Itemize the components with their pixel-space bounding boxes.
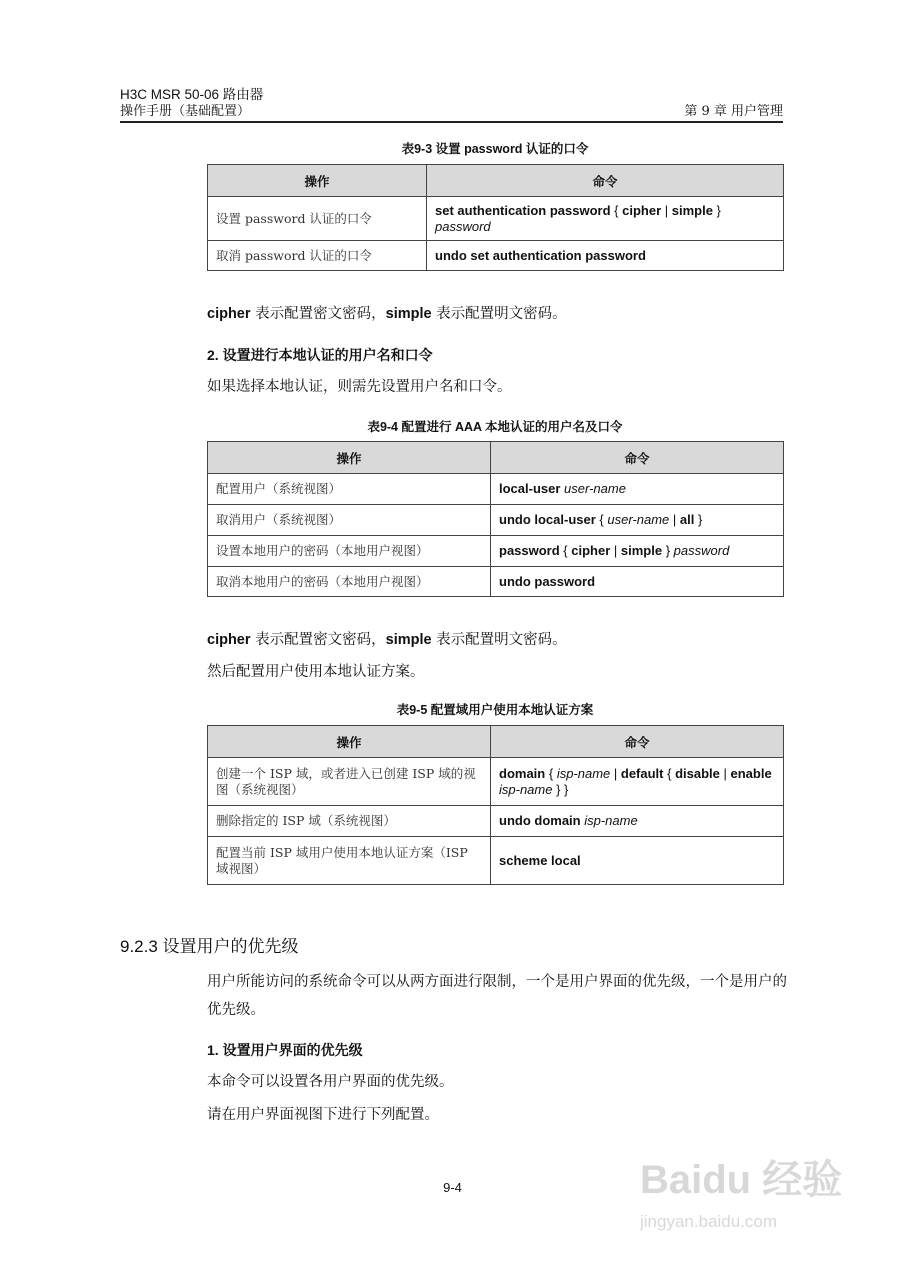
command-keyword: undo domain [499,813,581,828]
header-chapter: 第 9 章 用户管理 [684,104,783,119]
subheading: 2. 设置进行本地认证的用户名和口令 [207,347,433,363]
command-keyword: undo local-user [499,512,596,527]
command-syntax: | [610,543,621,558]
paragraph: 然后配置用户使用本地认证方案。 [207,664,425,680]
command-keyword: domain [499,765,546,781]
operation-cell: 取消本地用户的密码（本地用户视图） [208,567,491,597]
table-row [208,567,784,597]
command-syntax: { [663,765,676,781]
command-cell [427,197,784,241]
note-text: 表示配置明文密码。 [431,306,567,322]
command-keyword: enable [730,765,772,781]
command-syntax: { [610,202,623,218]
command-syntax: { [595,512,608,527]
command-argument: user-name [564,481,626,496]
table-row [208,505,784,536]
command-keyword: password [499,543,560,558]
note-cipher-simple [207,300,787,328]
command-argument: user-name [607,512,670,527]
table-header-row [208,442,784,474]
command-keyword: disable [675,765,720,781]
table-caption: 表9-4 配置进行 AAA 本地认证的用户名及口令 [367,420,623,434]
command-keyword: simple [671,202,713,218]
table-row [208,197,784,241]
table-9-4 [207,441,784,597]
operation-cell: 取消 password 认证的口令 [208,241,427,271]
command-syntax: | [669,512,680,527]
note-text: 表示配置密文密码， [250,306,386,322]
column-header: 命令 [427,165,784,197]
table-header-row [208,726,784,758]
command-syntax: | [719,765,731,781]
table-9-3 [207,164,784,271]
header-rule [120,121,783,123]
command-keyword: all [679,512,695,527]
table-row [208,241,784,271]
column-header: 命令 [491,442,784,474]
command-syntax: } [662,543,674,558]
table-row [208,758,784,806]
paragraph: 本命令可以设置各用户界面的优先级。 [207,1074,454,1090]
command-cell [491,474,784,505]
operation-cell: 设置 password 认证的口令 [208,197,427,241]
command-keyword: cipher [571,543,611,558]
page-number: 9-4 [443,1180,462,1195]
command-syntax: { [559,543,572,558]
command-argument: password [435,218,491,234]
command-cell [491,505,784,536]
keyword: simple [385,306,432,322]
column-header: 操作 [208,726,491,758]
operation-cell: 创建一个 ISP 域，或者进入已创建 ISP 域的视图（系统视图） [208,758,491,806]
command-argument: password [673,543,730,558]
table-row [208,536,784,567]
operation-cell: 设置本地用户的密码（本地用户视图） [208,536,491,567]
table-row [208,837,784,885]
header-product: H3C MSR 50-06 路由器 [120,87,264,102]
command-syntax: } [712,202,721,218]
operation-cell: 取消用户（系统视图） [208,505,491,536]
command-argument: isp-name [499,781,553,797]
command-argument: isp-name [584,813,638,828]
note-cipher-simple [207,626,787,654]
table-caption: 表9-5 配置域用户使用本地认证方案 [396,703,594,717]
command-syntax: { [545,765,557,781]
column-header: 操作 [208,442,491,474]
command-argument: isp-name [556,765,611,781]
keyword: cipher [207,306,251,322]
paragraph: 请在用户界面视图下进行下列配置。 [207,1107,439,1123]
table-row [208,806,784,837]
watermark-url: jingyan.baidu.com [640,1212,778,1231]
table-caption: 表9-3 设置 password 认证的口令 [401,142,589,156]
paragraph: 用户所能访问的系统命令可以从两方面进行限制，一个是用户界面的优先级，一个是用户的优先级。 [207,974,787,1018]
watermark-logo: Baidu 经验 [640,1158,843,1202]
command-keyword: simple [620,543,663,558]
command-keyword: undo password [499,573,596,589]
command-syntax: } [694,512,703,527]
note-text: 表示配置密文密码， [250,632,386,648]
keyword: cipher [207,632,251,648]
command-cell [491,567,784,597]
command-cell [491,806,784,837]
note-text: 表示配置明文密码。 [431,632,567,648]
command-cell [491,758,784,806]
column-header: 命令 [491,726,784,758]
section-heading: 9.2.3 设置用户的优先级 [120,937,299,956]
table-header-row [208,165,784,197]
command-syntax: | [610,765,621,781]
command-keyword: cipher [622,202,662,218]
paragraph: 如果选择本地认证，则需先设置用户名和口令。 [207,379,512,395]
command-keyword: default [620,765,664,781]
command-keyword: undo set authentication password [435,247,646,263]
operation-cell: 配置当前 ISP 域用户使用本地认证方案（ISP 域视图） [208,837,491,885]
operation-cell: 删除指定的 ISP 域（系统视图） [208,806,491,837]
command-cell [427,241,784,271]
column-header: 操作 [208,165,427,197]
table-row [208,474,784,505]
subheading: 1. 设置用户界面的优先级 [207,1042,363,1058]
command-keyword: local-user [499,481,561,496]
command-cell [491,837,784,885]
operation-cell: 配置用户（系统视图） [208,474,491,505]
command-keyword: set authentication password [435,202,611,218]
command-syntax: } } [552,781,569,797]
keyword: simple [385,632,432,648]
command-syntax: | [661,202,672,218]
command-cell [491,536,784,567]
header-manual: 操作手册（基础配置） [120,104,251,119]
command-keyword: scheme local [499,852,581,868]
table-9-5 [207,725,784,885]
